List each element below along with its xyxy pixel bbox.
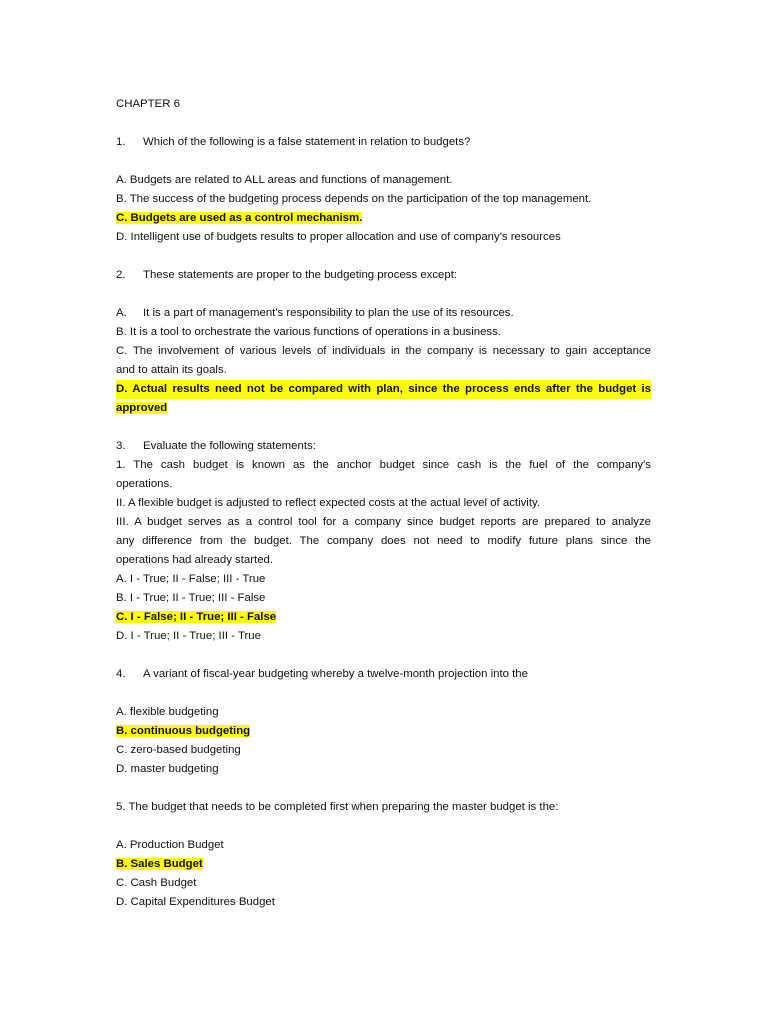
question-number: 4. (116, 668, 126, 680)
q4-option-b-answer (116, 722, 651, 741)
question-text: Evaluate the following statements: (143, 440, 316, 452)
q5-option-b-answer (116, 855, 651, 874)
question-number: 3. (116, 440, 126, 452)
q2-option-a (116, 304, 651, 323)
highlighted-answer: C. Budgets are used as a control mechanism. (116, 212, 363, 224)
q2-option-c-line1: C. The involvement of various levels of individuals in the company is necessary to gain acceptance (116, 345, 651, 357)
option-letter: A. (116, 307, 127, 319)
highlighted-answer: C. I - False; II - True; III - False (116, 611, 277, 623)
q3-statement-2: II. A flexible budget is adjusted to reflect expected costs at the actual level of activity. (116, 497, 541, 509)
q2-option-d-answer-line1: D. Actual results need not be compared with plan, since the process ends after the budget is (116, 380, 651, 399)
q5-option-d: D. Capital Expenditures Budget (116, 896, 275, 908)
question-1 (116, 133, 651, 152)
q1-option-d: D. Intelligent use of budgets results to proper allocation and use of company's resources (116, 231, 561, 243)
q4-option-a: A. flexible budgeting (116, 706, 219, 718)
document-body (116, 95, 651, 912)
question-text: Which of the following is a false statement in relation to budgets? (143, 136, 471, 148)
option-text: It is a part of management's responsibility to plan the use of its resources. (143, 307, 514, 319)
q2-option-d-answer-line2 (116, 399, 651, 418)
question-4 (116, 665, 651, 684)
q3-statement-3-line3: operations had already started. (116, 554, 274, 566)
q3-option-a: A. I - True; II - False; III - True (116, 573, 266, 585)
q4-option-c: C. zero-based budgeting (116, 744, 241, 756)
q2-option-c-line2: and to attain its goals. (116, 364, 227, 376)
highlighted-answer: approved (116, 402, 168, 414)
q3-option-b: B. I - True; II - True; III - False (116, 592, 266, 604)
q1-option-c-answer (116, 209, 651, 228)
q5-option-c: C. Cash Budget (116, 877, 197, 889)
q3-option-c-answer (116, 608, 651, 627)
highlighted-answer: B. continuous budgeting (116, 725, 251, 737)
question-text: A variant of fiscal-year budgeting whereby a twelve-month projection into the (143, 668, 528, 680)
question-5: 5. The budget that needs to be completed first when preparing the master budget is the: (116, 801, 559, 813)
question-number: 2. (116, 269, 126, 281)
q3-statement-3-line1: III. A budget serves as a control tool for a company since budget reports are prepared to analyze (116, 516, 651, 528)
chapter-heading: CHAPTER 6 (116, 98, 180, 110)
q1-option-a: A. Budgets are related to ALL areas and functions of management. (116, 174, 453, 186)
q3-statement-3-line2: any difference from the budget. The company does not need to modify future plans since the (116, 535, 651, 547)
highlighted-answer: B. Sales Budget (116, 858, 203, 870)
q3-option-d: D. I - True; II - True; III - True (116, 630, 261, 642)
question-2 (116, 266, 651, 285)
question-3 (116, 437, 651, 456)
q3-statement-1-line1: 1. The cash budget is known as the anchor budget since cash is the fuel of the company's (116, 459, 651, 471)
question-number: 1. (116, 136, 126, 148)
q3-statement-1-line2: operations. (116, 478, 173, 490)
q4-option-d: D. master budgeting (116, 763, 219, 775)
question-text: These statements are proper to the budgeting process except: (143, 269, 458, 281)
q5-option-a: A. Production Budget (116, 839, 224, 851)
q2-option-b: B. It is a tool to orchestrate the various functions of operations in a business. (116, 326, 501, 338)
q1-option-b: B. The success of the budgeting process depends on the participation of the top management. (116, 193, 592, 205)
